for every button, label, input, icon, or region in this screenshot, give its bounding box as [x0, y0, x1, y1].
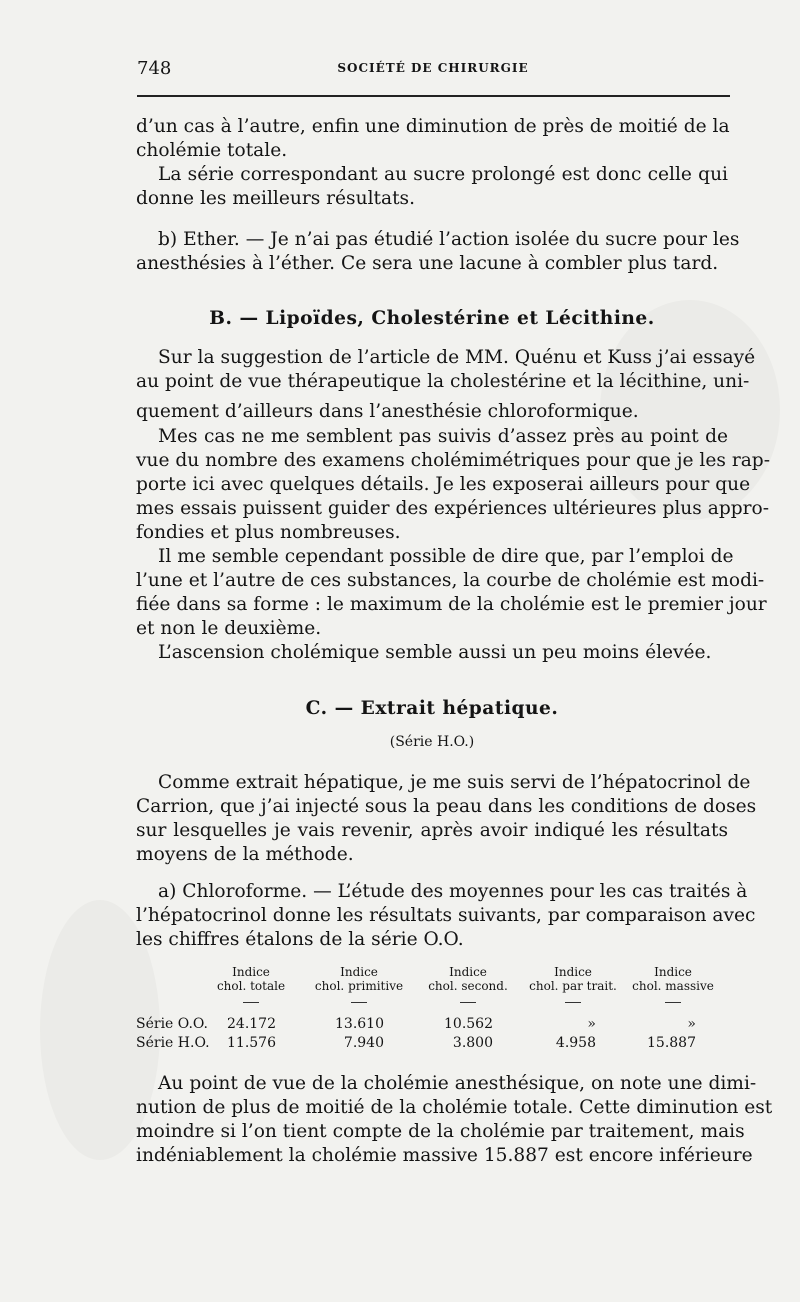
table-header: Indice chol. massive	[632, 965, 714, 993]
text-line: donne les meilleurs résultats.	[136, 188, 415, 209]
table-cell: 15.887	[647, 1035, 696, 1051]
text-line: Il me semble cependant possible de dire que, par l’emploi de	[158, 546, 734, 567]
section-c-subheading: (Série H.O.)	[389, 734, 475, 750]
column-dash	[351, 1002, 367, 1003]
table-cell: 4.958	[555, 1035, 596, 1051]
text-line: cholémie totale.	[136, 140, 288, 161]
text-line: anesthésies à l’éther. Ce sera une lacune à combler plus tard.	[136, 253, 719, 274]
table-cell: 3.800	[452, 1035, 493, 1051]
text-line: l’une et l’autre de ces substances, la courbe de cholémie est modi-	[136, 570, 765, 591]
text-line: quement d’ailleurs dans l’anesthésie chloroformique.	[136, 401, 639, 422]
text-line: l’hépatocrinol donne les résultats suivants, par comparaison avec	[136, 905, 756, 926]
text-line: Sur la suggestion de l’article de MM. Quénu et Kuss j’ai essayé	[158, 347, 756, 368]
text-line: indéniablement la cholémie massive 15.887 est encore inférieure	[136, 1145, 753, 1166]
text-line: les chiffres étalons de la série O.O.	[136, 929, 464, 950]
text-line: moyens de la méthode.	[136, 844, 354, 865]
column-dash	[460, 1002, 476, 1003]
text-line: La série correspondant au sucre prolongé est donc celle qui	[158, 164, 728, 185]
column-dash	[565, 1002, 581, 1003]
table-cell: »	[587, 1016, 596, 1032]
text-line: sur lesquelles je vais revenir, après avoir indiqué les résultats	[136, 820, 728, 841]
column-dash	[665, 1002, 681, 1003]
table-cell: 7.940	[343, 1035, 384, 1051]
text-line: a) Chloroforme. — L’étude des moyennes pour les cas traités à	[158, 881, 748, 902]
table-header: Indice chol. second.	[428, 965, 508, 993]
text-line: Au point de vue de la cholémie anesthésique, on note une dimi-	[158, 1073, 757, 1094]
table-cell: 13.610	[335, 1016, 384, 1032]
text-line: et non le deuxième.	[136, 618, 322, 639]
table-header: Indice chol. primitive	[314, 965, 404, 993]
text-line: b) Ether. — Je n’ai pas étudié l’action isolée du sucre pour les	[158, 229, 740, 250]
header-rule	[137, 95, 730, 97]
text-line: vue du nombre des examens cholémimétriques pour que je les rap-	[136, 450, 770, 471]
running-title: SOCIÉTÉ DE CHIRURGIE	[337, 61, 529, 75]
page-number: 748	[137, 58, 172, 79]
section-c-heading: C. — Extrait hépatique.	[305, 698, 559, 719]
text-line: nution de plus de moitié de la cholémie totale. Cette diminution est	[136, 1097, 773, 1118]
text-line: Mes cas ne me semblent pas suivis d’assez près au point de	[158, 426, 728, 447]
table-cell: 11.576	[227, 1035, 276, 1051]
text-line: moindre si l’on tient compte de la cholémie par traitement, mais	[136, 1121, 745, 1142]
page-header	[137, 58, 729, 88]
table-header: Indice chol. par trait.	[529, 965, 617, 993]
text-line: L’ascension cholémique semble aussi un peu moins élevée.	[158, 642, 712, 663]
table-cell: 10.562	[444, 1016, 493, 1032]
column-dash	[243, 1002, 259, 1003]
row-label: Série H.O.	[136, 1035, 210, 1051]
text-line: porte ici avec quelques détails. Je les exposerai ailleurs pour que	[136, 474, 751, 495]
text-line: au point de vue thérapeutique la cholestérine et la lécithine, uni-	[136, 371, 750, 392]
text-line: mes essais puissent guider des expériences ultérieures plus appro-	[136, 498, 769, 519]
row-label: Série O.O.	[136, 1016, 208, 1032]
text-line: d’un cas à l’autre, enfin une diminution de près de moitié de la	[136, 116, 730, 137]
section-b-heading: B. — Lipoïdes, Cholestérine et Lécithine.	[209, 308, 655, 329]
text-line: Carrion, que j’ai injecté sous la peau dans les conditions de doses	[136, 796, 757, 817]
text-line: fondies et plus nombreuses.	[136, 522, 401, 543]
text-line: Comme extrait hépatique, je me suis servi de l’hépatocrinol de	[158, 772, 751, 793]
table-cell: »	[687, 1016, 696, 1032]
table-header: Indice chol. totale	[216, 965, 286, 993]
table-cell: 24.172	[227, 1016, 276, 1032]
text-line: fiée dans sa forme : le maximum de la cholémie est le premier jour	[136, 594, 767, 615]
